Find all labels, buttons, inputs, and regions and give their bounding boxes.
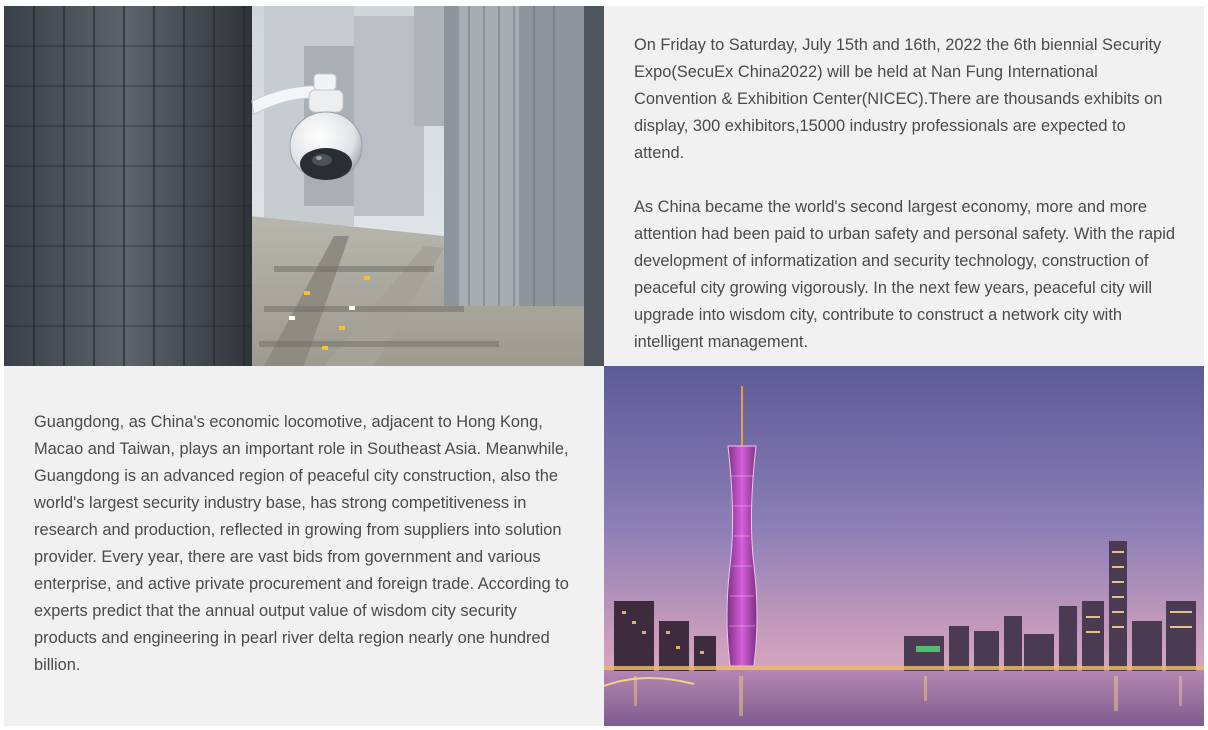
- expo-intro-text: [604, 6, 1204, 366]
- content-grid: [4, 6, 1204, 726]
- guangdong-text: [4, 366, 604, 726]
- guangdong-paragraph: Guangdong, as China's economic locomotive, adjacent to Hong Kong, Macao and Taiwan, plays an important role in Southeast Asia. Meanwhile, Guangdong is an advanced region of peaceful city construction, also the world's largest security industry base, has strong competitiveness in research and production, reflected in growing from suppliers into solution provider. Every year, there are vast bids from government and various enterprise, and active private procurement and foreign trade. According to experts predict that the annual output value of wisdom city security products and engineering in pearl river delta region nearly one hundred billion.: [34, 413, 569, 674]
- security-camera-icon: [4, 6, 604, 366]
- expo-paragraph-1: On Friday to Saturday, July 15th and 16th, 2022 the 6th biennial Security Expo(SecuEx China2022) will be held at Nan Fung International Convention & Exhibition Center(NICEC).There are thousands exhibits on display, 300 exhibitors,15000 industry professionals are expected to attend.: [634, 36, 1163, 162]
- city-camera-photo: [4, 6, 604, 366]
- canton-tower-icon: [604, 366, 1204, 726]
- canton-tower-photo: [604, 366, 1204, 726]
- expo-paragraph-2: As China became the world's second largest economy, more and more attention had been paid to urban safety and personal safety. With the rapid development of informatization and security technology, construction of peaceful city growing vigorously. In the next few years, peaceful city will upgrade into wisdom city, contribute to construct a network city with intelligent management.: [634, 198, 1175, 351]
